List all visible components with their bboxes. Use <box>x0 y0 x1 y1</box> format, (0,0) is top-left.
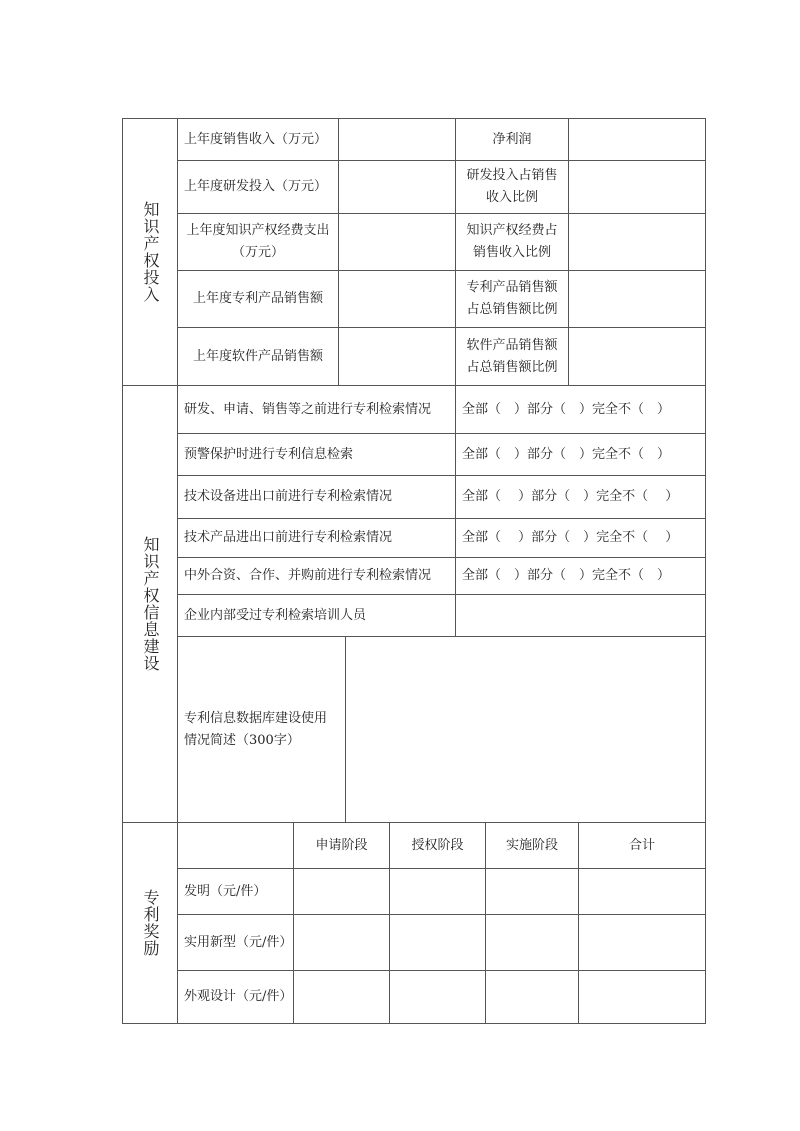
input-cell[interactable] <box>569 328 706 386</box>
row-label: 实用新型（元/件） <box>178 915 294 971</box>
input-cell[interactable] <box>579 915 706 971</box>
row-label-2: 净利润 <box>456 119 569 161</box>
header-empty <box>178 823 294 869</box>
section-title-ip-information: 知识产权信息建设 <box>123 386 178 823</box>
header-grant-stage: 授权阶段 <box>390 823 486 869</box>
section-title-ip-investment: 知识产权投入 <box>123 119 178 386</box>
row-label: 技术设备进出口前进行专利检索情况 <box>178 476 456 519</box>
input-cell[interactable] <box>456 595 706 637</box>
row-label: 上年度软件产品销售额 <box>178 328 339 386</box>
input-cell[interactable] <box>579 971 706 1024</box>
input-cell[interactable] <box>339 214 456 271</box>
row-label-2: 软件产品销售额占总销售额比例 <box>456 328 569 386</box>
input-cell[interactable] <box>486 971 579 1024</box>
row-label: 上年度销售收入（万元） <box>178 119 339 161</box>
row-label: 中外合资、合作、并购前进行专利检索情况 <box>178 558 456 595</box>
header-implement-stage: 实施阶段 <box>486 823 579 869</box>
choice-options[interactable]: 全部（ ）部分（ ）完全不（ ） <box>456 519 706 558</box>
input-cell[interactable] <box>339 271 456 328</box>
row-label-2: 知识产权经费占销售收入比例 <box>456 214 569 271</box>
input-cell[interactable] <box>294 869 390 915</box>
input-cell[interactable] <box>390 971 486 1024</box>
description-input[interactable] <box>346 637 706 823</box>
input-cell[interactable] <box>569 271 706 328</box>
input-cell[interactable] <box>569 119 706 161</box>
description-label: 专利信息数据库建设使用情况简述（300字） <box>178 637 346 823</box>
input-cell[interactable] <box>390 915 486 971</box>
choice-options[interactable]: 全部（ ）部分（ ）完全不（ ） <box>456 386 706 434</box>
ip-investment-table <box>122 118 706 386</box>
input-cell[interactable] <box>569 161 706 214</box>
row-label-2: 专利产品销售额占总销售额比例 <box>456 271 569 328</box>
input-cell[interactable] <box>390 869 486 915</box>
row-label: 研发、申请、销售等之前进行专利检索情况 <box>178 386 456 434</box>
input-cell[interactable] <box>339 161 456 214</box>
input-cell[interactable] <box>294 915 390 971</box>
input-cell[interactable] <box>486 915 579 971</box>
input-cell[interactable] <box>339 119 456 161</box>
row-label: 技术产品进出口前进行专利检索情况 <box>178 519 456 558</box>
header-total: 合计 <box>579 823 706 869</box>
row-label: 上年度知识产权经费支出（万元） <box>178 214 339 271</box>
choice-options[interactable]: 全部（ ）部分（ ）完全不（ ） <box>456 558 706 595</box>
row-label: 上年度研发投入（万元） <box>178 161 339 214</box>
row-label: 上年度专利产品销售额 <box>178 271 339 328</box>
input-cell[interactable] <box>339 328 456 386</box>
row-label: 发明（元/件） <box>178 869 294 915</box>
ip-information-table <box>122 385 706 823</box>
input-cell[interactable] <box>569 214 706 271</box>
input-cell[interactable] <box>294 971 390 1024</box>
input-cell[interactable] <box>579 869 706 915</box>
row-label: 预警保护时进行专利信息检索 <box>178 434 456 476</box>
input-cell[interactable] <box>486 869 579 915</box>
section-title-patent-reward: 专利奖励 <box>123 823 178 1024</box>
choice-options[interactable]: 全部（ ）部分（ ）完全不（ ） <box>456 434 706 476</box>
row-label-2: 研发投入占销售收入比例 <box>456 161 569 214</box>
patent-reward-table <box>122 822 706 1024</box>
row-label: 企业内部受过专利检索培训人员 <box>178 595 456 637</box>
choice-options[interactable]: 全部（ ）部分（ ）完全不（ ） <box>456 476 706 519</box>
header-apply-stage: 申请阶段 <box>294 823 390 869</box>
row-label: 外观设计（元/件） <box>178 971 294 1024</box>
